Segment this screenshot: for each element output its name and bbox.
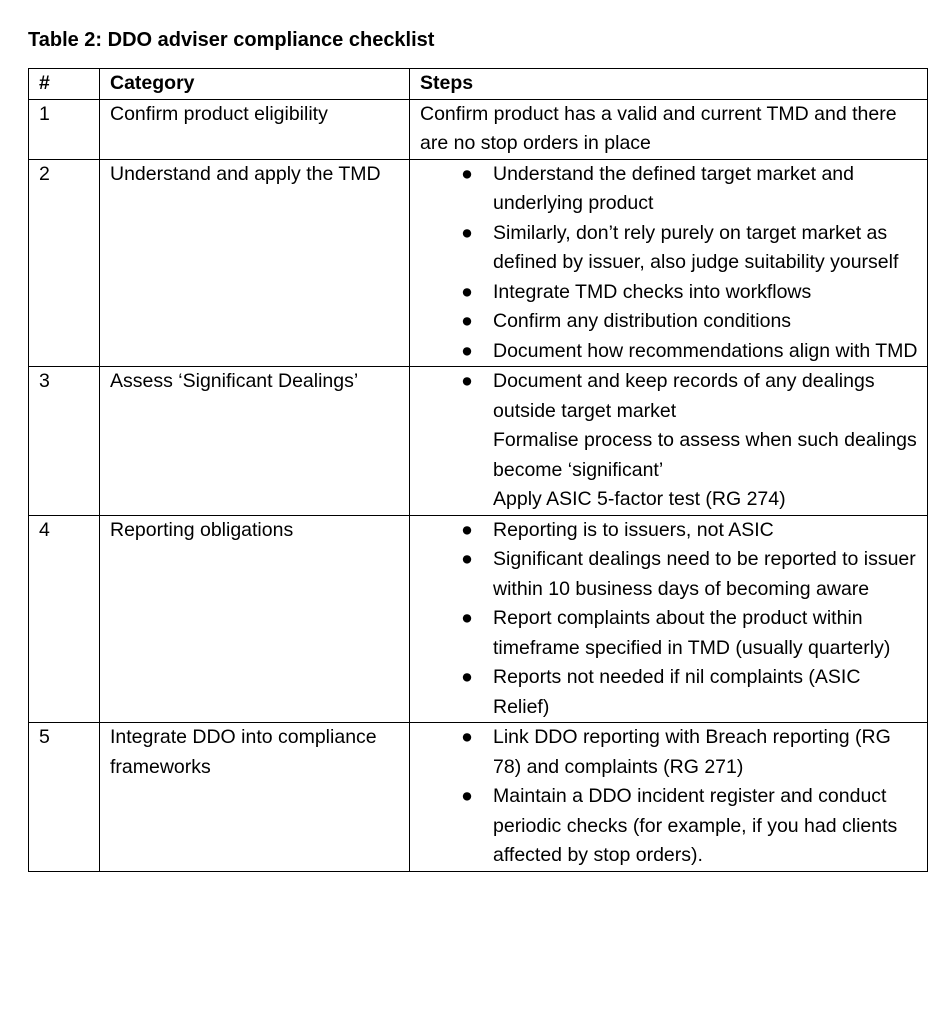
table-caption: Table 2: DDO adviser compliance checklist (28, 29, 435, 51)
step-item: ● Understand the defined target market and underlying product (420, 160, 921, 219)
row-category: Assess ‘Significant Dealings’ (100, 367, 410, 516)
row-category: Understand and apply the TMD (100, 159, 410, 367)
step-item: ● Maintain a DDO incident register and conduct periodic checks (for example, if you had clients affected by stop orders). (420, 782, 921, 871)
step-item: ● Report complaints about the product within timeframe specified in TMD (usually quarterly) (420, 604, 921, 663)
step-item: ● Document how recommendations align with TMD (420, 337, 921, 367)
bullet-icon: ● (461, 785, 473, 807)
row-category: Reporting obligations (100, 515, 410, 723)
step-continuation: Apply ASIC 5-factor test (RG 274) (493, 488, 786, 510)
bullet-icon: ● (461, 370, 473, 392)
header-category: Category (100, 69, 410, 100)
steps-list (420, 516, 921, 723)
bullet-icon: ● (461, 726, 473, 748)
step-item: ● Integrate TMD checks into workflows (420, 278, 921, 308)
step-continuation: Formalise process to assess when such dealings become ‘significant’ (493, 429, 917, 481)
table-row (29, 515, 928, 723)
bullet-icon: ● (461, 339, 473, 362)
table-row (29, 159, 928, 367)
bullet-icon: ● (461, 280, 473, 303)
step-item: ● Significant dealings need to be reported to issuer within 10 business days of becoming aware (420, 545, 921, 604)
bullet-icon: ● (461, 221, 473, 244)
row-category: Confirm product eligibility (100, 99, 410, 159)
bullet-icon: ● (461, 162, 473, 185)
row-number: 4 (29, 515, 100, 723)
row-category: Integrate DDO into compliance frameworks (100, 723, 410, 872)
bullet-icon: ● (461, 607, 473, 629)
row-number: 3 (29, 367, 100, 516)
row-number: 2 (29, 159, 100, 367)
bullet-icon: ● (461, 518, 473, 541)
step-item: ● Reports not needed if nil complaints (ASIC Relief) (420, 663, 921, 722)
table-row (29, 367, 928, 516)
row-number: 1 (29, 99, 100, 159)
row-steps: Confirm product has a valid and current TMD and there are no stop orders in place (410, 99, 928, 159)
row-steps (410, 159, 928, 367)
row-steps (410, 515, 928, 723)
step-item: ● Link DDO reporting with Breach reporting (RG 78) and complaints (RG 271) (420, 723, 921, 782)
header-row (29, 69, 928, 100)
step-item: ● Confirm any distribution conditions (420, 307, 921, 337)
step-item: ● Reporting is to issuers, not ASIC (420, 516, 921, 546)
bullet-icon: ● (461, 548, 473, 570)
table-row (29, 723, 928, 872)
row-steps (410, 367, 928, 516)
header-steps: Steps (410, 69, 928, 100)
step-item: ● Document and keep records of any dealings outside target market (420, 367, 921, 426)
step-item: ● Similarly, don’t rely purely on target market as defined by issuer, also judge suitability yourself (420, 219, 921, 278)
bullet-icon: ● (461, 666, 473, 688)
compliance-checklist-table (28, 68, 928, 872)
steps-list (420, 367, 921, 426)
header-number: # (29, 69, 100, 100)
table-row (29, 99, 928, 159)
bullet-icon: ● (461, 310, 473, 332)
steps-list (420, 723, 921, 871)
steps-list (420, 160, 921, 367)
row-steps (410, 723, 928, 872)
row-number: 5 (29, 723, 100, 872)
